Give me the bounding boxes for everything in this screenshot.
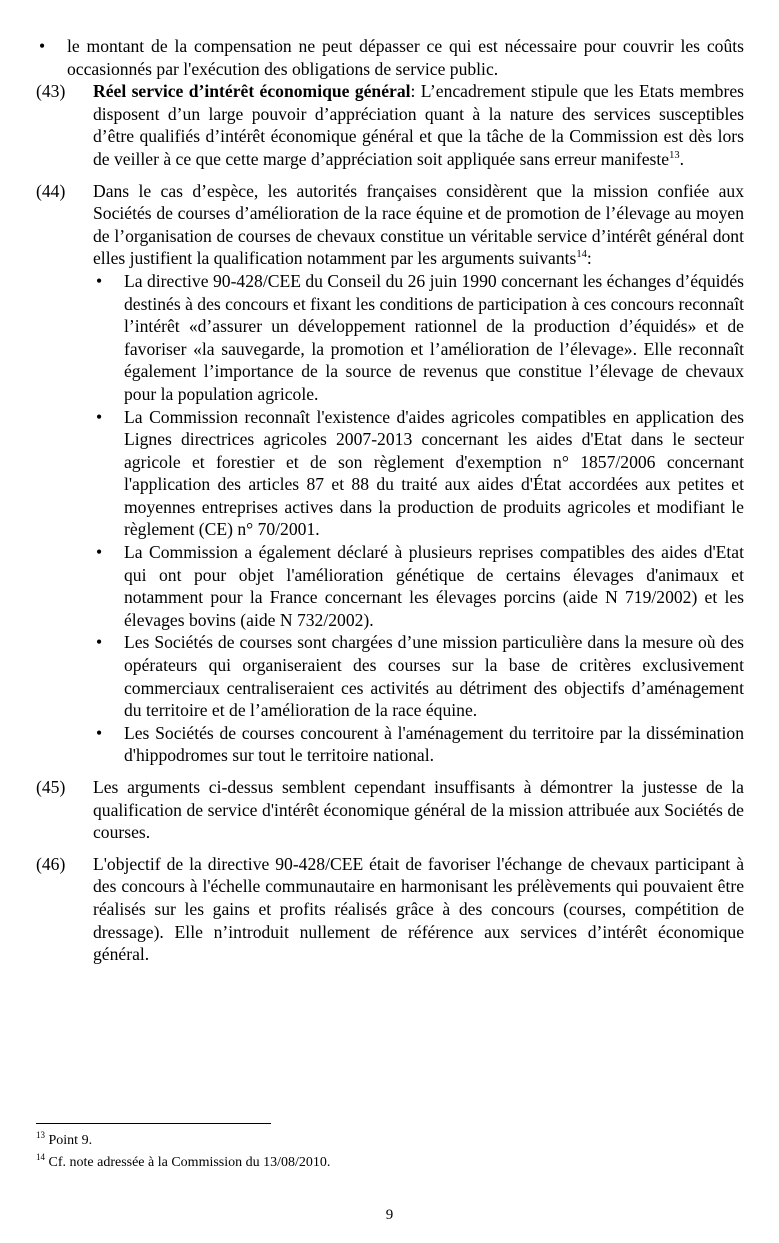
paragraph-heading: Réel service d’intérêt économique général — [93, 81, 411, 102]
footnote-number: 14 — [36, 1152, 45, 1162]
paragraph-text: Dans le cas d’espèce, les autorités françaises considèrent que la mission confiée aux Sociétés de courses d’amélioration de la race équine et de promotion de l’élevage au moyen de l’organisation de courses de chevaux constitue un véritable service d’intérêt général dont elles justifient la qualification notamment par les arguments suivants — [93, 180, 744, 269]
argument-bullet-list — [93, 270, 744, 767]
footnote-text: Point 9. — [45, 1133, 93, 1148]
footnote-text: Cf. note adressée à la Commission du 13/08/2010. — [45, 1155, 331, 1170]
paragraph-text-end: : — [586, 248, 592, 269]
bullet-icon: • — [96, 542, 103, 563]
footnotes — [36, 1130, 330, 1174]
page-number: 9 — [385, 1207, 394, 1223]
bullet-icon: • — [39, 36, 46, 56]
paragraph-46 — [36, 853, 744, 966]
paragraph-43 — [36, 80, 744, 170]
bullet-icon: • — [96, 632, 103, 653]
bullet-text: La Commission a également déclaré à plusieurs reprises compatibles des aides d'Etat qui ont pour objet l'amélioration génétique de certains élevages d'animaux et notamment pour la France concernant les élevages porcins (aide N 719/2002) et les élevages bovins (aide N 732/2002). — [124, 542, 744, 630]
paragraph-number: (46) — [36, 853, 66, 874]
footnote-13 — [36, 1130, 330, 1152]
paragraph-number: (45) — [36, 777, 66, 797]
paragraph-text-end: . — [679, 148, 684, 169]
paragraph-body — [93, 776, 744, 844]
bullet-text: Les Sociétés de courses concourent à l'aménagement du territoire par la dissémination d'hippodromes sur tout le territoire national. — [124, 722, 744, 766]
paragraph-body — [93, 853, 744, 966]
footnote-14 — [36, 1152, 330, 1174]
bullet-item — [93, 541, 744, 631]
bullet-item — [93, 722, 744, 767]
bullet-item — [93, 631, 744, 721]
bullet-text: La Commission reconnaît l'existence d'aides agricoles compatibles en application des Lignes directrices agricoles 2007-2013 concernant les aides d'Etat dans le secteur agricole et forestier et de son règlement d'exemption n° 1857/2006 concernant l'application des articles 87 et 88 du traité aux aides d'État accordées aux petites et moyennes entreprises actives dans la production de produits agricoles et modifiant le règlement (CE) n° 70/2001. — [124, 406, 744, 540]
bullet-icon: • — [96, 270, 103, 291]
continued-bullet-list — [36, 35, 744, 80]
paragraph-body — [93, 180, 744, 767]
paragraph-45 — [36, 776, 744, 844]
bullet-text: Les Sociétés de courses sont chargées d’une mission particulière dans la mesure où des opérateurs qui organiseraient des courses sur la base de critères exclusivement commerciaux centraliseraient ces activités au détriment des objectifs d’aménagement du territoire et de l’amélioration de la race équine. — [124, 632, 744, 721]
footnote-number: 13 — [36, 1130, 45, 1140]
bullet-icon: • — [96, 406, 103, 427]
paragraph-number: (44) — [36, 180, 66, 201]
paragraph-number: (43) — [36, 81, 66, 102]
bullet-text: La directive 90-428/CEE du Conseil du 26 juin 1990 concernant les échanges d’équidés destinés à des concours et fixant les conditions de participation à ces concours reconnaît l’intérêt «d’assurer un développement rationnel de la production d’équidés» et de favoriser «la sauvegarde, la promotion et l’amélioration de l’élevage». Elle reconnaît également l’importance de la source de revenus que constitue l’élevage de chevaux pour la population agricole. — [124, 270, 744, 404]
footnote-ref-14[interactable]: 14 — [576, 249, 587, 261]
bullet-icon: • — [96, 722, 103, 743]
bullet-item — [36, 35, 744, 80]
document-body — [36, 35, 744, 975]
bullet-text: le montant de la compensation ne peut dépasser ce qui est nécessaire pour couvrir les coûts occasionnés par l'exécution des obligations de service public. — [67, 36, 744, 79]
bullet-item — [93, 270, 744, 406]
paragraph-text: : L’encadrement stipule que les Etats membres disposent d’un large pouvoir d’appréciation quant à la nature des services susceptibles d’être qualifiés d’intérêt économique général et que la tâche de la Commission est dès lors de veiller à ce que cette marge d’appréciation soit appliquée sans erreur manifeste — [93, 81, 744, 169]
paragraph-body — [93, 80, 744, 170]
paragraph-text: L'objectif de la directive 90-428/CEE était de favoriser l'échange de chevaux participant à des concours à l'échelle communautaire en harmonisant les prélèvements qui pouvaient être réalisés sur les gains et profits réalisés grâce à des concours (courses, compétition de dressage). Elle n’introduit nullement de référence aux services d’intérêt économique général. — [93, 853, 744, 965]
footnote-ref-13[interactable]: 13 — [669, 149, 680, 161]
paragraph-text: Les arguments ci-dessus semblent cependant insuffisants à démontrer la justesse de la qualification de service d'intérêt économique général de la mission attribuée aux Sociétés de courses. — [93, 777, 744, 843]
paragraph-44 — [36, 180, 744, 767]
footnote-separator — [36, 1123, 271, 1124]
bullet-item — [93, 406, 744, 542]
